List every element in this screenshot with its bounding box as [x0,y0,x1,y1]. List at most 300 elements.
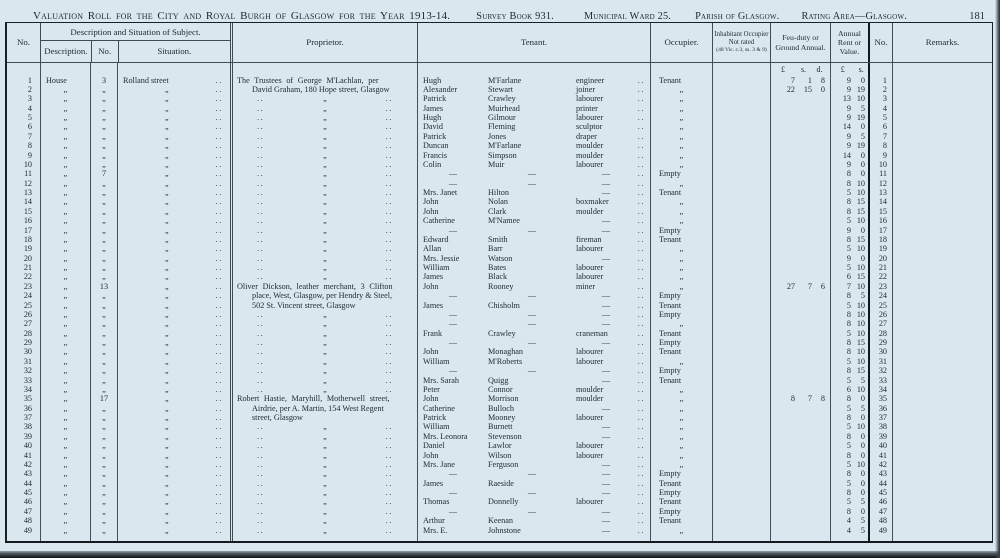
cell-feu-duty [770,376,830,385]
cell-feu-duty [770,217,830,226]
tenant-occupation: — [601,422,611,432]
cell-row-number-right: 22 [868,273,892,282]
cell-remarks [892,301,992,310]
cell-row-number: 10 [23,159,32,169]
cell-remarks [892,404,992,413]
tenant-surname: Bates [488,263,507,273]
cell-occupier: Tenant [650,329,712,338]
cell-row-number-right: 47 [868,507,892,516]
cell-annual-rent: 8 0 [830,395,868,404]
cell-row-number-right: 16 [868,217,892,226]
cell-row-number: 35 [23,394,32,404]
cell-proprietor: David Graham, 180 Hope street, Glasgow [230,85,417,94]
tenant-occupation: moulder [576,150,604,160]
tenant-occupation: engineer [576,75,605,85]
cell-remarks [892,423,992,432]
cell-description: „ [40,404,90,413]
tenant-surname: — [527,291,537,301]
cell-proprietor: The Trustees of George M'Lachlan, per [230,76,417,85]
inhabitant-header-line2: Not rated [728,39,755,47]
cell-remarks [892,320,992,329]
cell-tenant: Arthur Keenan — .. [417,517,650,526]
col-header-remarks: Remarks. [892,23,992,62]
cell-tenant: James Raeside — .. [417,479,650,488]
tenant-occupation: moulder [576,394,604,404]
cell-situation: „ .. [117,451,230,460]
cell-feu-duty [770,151,830,160]
cell-inhabitant-occupier [712,414,770,423]
tenant-surname: — [527,366,537,376]
tenant-forename: Frank [423,328,443,338]
cell-row-number-right: 24 [868,292,892,301]
tenant-surname: — [527,338,537,348]
cell-annual-rent: 14 0 [830,123,868,132]
cell-annual-rent: 5 10 [830,301,868,310]
cell-situation: „ .. [117,151,230,160]
cell-row-number-right: 31 [868,357,892,366]
tenant-surname: M'Namee [488,216,520,226]
cell-street-number: „ [90,226,117,235]
cell-row-number: 9 [27,150,32,160]
cell-remarks [892,198,992,207]
cell-proprietor: .. „ .. [230,498,417,507]
tenant-occupation: — [601,516,611,526]
cell-occupier: „ [650,132,712,141]
cell-remarks [892,470,992,479]
cell-annual-rent: 9 19 [830,142,868,151]
cell-inhabitant-occupier [712,470,770,479]
cell-street-number: „ [90,498,117,507]
cell-occupier: „ [650,104,712,113]
cell-inhabitant-occupier [712,217,770,226]
cell-description: „ [40,217,90,226]
cell-inhabitant-occupier [712,142,770,151]
cell-remarks [892,348,992,357]
cell-proprietor: .. „ .. [230,348,417,357]
cell-remarks [892,160,992,169]
cell-inhabitant-occupier [712,235,770,244]
tenant-forename: — [448,488,458,498]
col-header-proprietor: Proprietor. [230,23,417,62]
cell-remarks [892,132,992,141]
cell-tenant: Hugh Gilmour labourer .. [417,114,650,123]
cell-tenant: Peter Connor moulder .. [417,385,650,394]
cell-inhabitant-occupier [712,160,770,169]
cell-inhabitant-occupier [712,385,770,394]
cell-proprietor: .. „ .. [230,104,417,113]
table-row [7,95,992,104]
cell-row-number-right: 10 [868,160,892,169]
tenant-surname: Monaghan [488,347,524,357]
tenant-surname: Stevenson [488,431,522,441]
cell-inhabitant-occupier [712,273,770,282]
cell-inhabitant-occupier [712,95,770,104]
cell-annual-rent: 4 5 [830,517,868,526]
cell-remarks [892,460,992,469]
cell-annual-rent: 7 10 [830,282,868,291]
cell-street-number: „ [90,479,117,488]
tenant-occupation: — [601,178,611,188]
table-row [7,479,992,488]
col-header-tenant: Tenant. [417,23,650,62]
cell-inhabitant-occupier [712,498,770,507]
cell-street-number: „ [90,348,117,357]
tenant-forename: Hugh [423,113,442,123]
cell-row-number-right: 39 [868,432,892,441]
cell-row-number-right: 43 [868,470,892,479]
tenant-occupation: sculptor [576,122,603,132]
cell-row-number-right: 40 [868,442,892,451]
masthead [0,0,993,22]
cell-occupier: Empty [650,489,712,498]
tenant-forename: William [423,356,450,366]
cell-description: „ [40,114,90,123]
cell-proprietor: .. „ .. [230,160,417,169]
cell-row-number: 1 [27,75,32,85]
cell-street-number: „ [90,235,117,244]
tenant-forename: John [423,197,439,207]
table-row [7,198,992,207]
cell-proprietor: .. „ .. [230,432,417,441]
cell-situation: „ .. [117,104,230,113]
cell-annual-rent: 8 15 [830,367,868,376]
cell-row-number: 3 [27,94,32,104]
cell-remarks [892,123,992,132]
cell-feu-duty [770,123,830,132]
cell-inhabitant-occupier [712,76,770,85]
cell-tenant: Colin Muir labourer .. [417,160,650,169]
cell-row-number-right: 38 [868,423,892,432]
tenant-forename: — [448,338,458,348]
cell-situation: „ .. [117,367,230,376]
cell-tenant: Alexander Stewart joiner .. [417,85,650,94]
cell-situation: „ .. [117,339,230,348]
cell-row-number-right: 13 [868,189,892,198]
cell-inhabitant-occupier [712,104,770,113]
cell-situation: „ .. [117,282,230,291]
cell-proprietor: .. „ .. [230,217,417,226]
tenant-surname: M'Farlane [488,75,522,85]
tenant-occupation: — [601,300,611,310]
cell-proprietor: .. „ .. [230,207,417,216]
table-row [7,273,992,282]
table-row [7,526,992,535]
cell-proprietor: .. „ .. [230,526,417,535]
cell-row-number-right: 19 [868,245,892,254]
tenant-occupation: labourer [576,413,604,423]
cell-description: „ [40,301,90,310]
cell-proprietor: .. „ .. [230,489,417,498]
cell-occupier: „ [650,273,712,282]
cell-annual-rent: 8 15 [830,198,868,207]
cell-situation: „ .. [117,217,230,226]
tenant-surname: Chisholm [488,300,520,310]
cell-row-number: 33 [23,375,32,385]
cell-annual-rent: 5 10 [830,460,868,469]
cell-situation: „ .. [117,189,230,198]
cell-description: „ [40,395,90,404]
tenant-surname: Simpson [488,150,517,160]
cell-street-number: „ [90,85,117,94]
tenant-surname: Muirhead [488,103,520,113]
tenant-forename: Mrs. Leonora [423,431,468,441]
cell-description: „ [40,376,90,385]
cell-feu-duty [770,367,830,376]
tenant-surname: Nolan [488,197,509,207]
cell-street-number: „ [90,273,117,282]
cell-tenant: — — — .. [417,170,650,179]
cell-row-number-right: 36 [868,404,892,413]
cell-remarks [892,498,992,507]
cell-annual-rent: 9 0 [830,226,868,235]
cell-occupier: Empty [650,226,712,235]
cell-tenant: — — — .. [417,310,650,319]
tenant-surname: Barr [488,244,503,254]
cell-annual-rent: 9 5 [830,104,868,113]
cell-street-number: „ [90,132,117,141]
cell-tenant: Patrick Crawley labourer .. [417,95,650,104]
cell-proprietor: .. „ .. [230,470,417,479]
tenant-surname: — [527,506,537,516]
cell-row-number: 24 [23,291,32,301]
cell-row-number: 34 [23,384,32,394]
cell-feu-duty [770,292,830,301]
cell-tenant: James Black labourer .. [417,273,650,282]
cell-row-number-right: 37 [868,414,892,423]
table-row [7,301,992,310]
cell-remarks [892,479,992,488]
cell-inhabitant-occupier [712,282,770,291]
cell-proprietor: Robert Hastie, Maryhill, Motherwell street, [230,395,417,404]
cell-inhabitant-occupier [712,451,770,460]
inhabitant-header-line1: Inhabitant Occupier [714,31,769,39]
cell-row-number: 30 [23,347,32,357]
cell-inhabitant-occupier [712,329,770,338]
cell-description: „ [40,198,90,207]
tenant-occupation: — [601,488,611,498]
cell-occupier: „ [650,160,712,169]
cell-proprietor: .. „ .. [230,254,417,263]
table-row [7,320,992,329]
tenant-occupation: fireman [576,234,602,244]
cell-row-number-right: 20 [868,254,892,263]
tenant-occupation: labourer [576,94,604,104]
table-header [7,23,992,63]
tenant-forename: Patrick [423,413,447,423]
cell-annual-rent: 8 15 [830,339,868,348]
cell-row-number-right: 4 [868,104,892,113]
cell-feu-duty [770,301,830,310]
cell-feu-duty [770,507,830,516]
tenant-occupation: — [601,253,611,263]
tenant-forename: Mrs. Janet [423,188,458,198]
cell-feu-duty: 7 1 8 [770,76,830,85]
tenant-forename: Arthur [423,516,445,526]
cell-feu-duty [770,348,830,357]
cell-tenant: John Monaghan labourer .. [417,348,650,357]
tenant-forename: Edward [423,234,449,244]
cell-remarks [892,329,992,338]
cell-street-number: „ [90,320,117,329]
cell-inhabitant-occupier [712,245,770,254]
table-row [7,517,992,526]
cell-proprietor: Oliver Dickson, leather merchant, 3 Clifton [230,282,417,291]
tenant-forename: John [423,394,439,404]
tenant-forename: William [423,263,450,273]
cell-feu-duty [770,320,830,329]
cell-inhabitant-occupier [712,179,770,188]
tenant-forename: Patrick [423,131,447,141]
cell-feu-duty [770,526,830,535]
cell-proprietor: .. „ .. [230,245,417,254]
cell-tenant: James Chisholm — .. [417,301,650,310]
cell-row-number: 31 [23,356,32,366]
tenant-forename: Francis [423,150,448,160]
cell-inhabitant-occupier [712,357,770,366]
tenant-occupation: labourer [576,263,604,273]
cell-row-number-right: 5 [868,114,892,123]
cell-inhabitant-occupier [712,432,770,441]
cell-occupier: „ [650,395,712,404]
cell-feu-duty [770,423,830,432]
cell-feu-duty [770,160,830,169]
cell-row-number: 38 [23,422,32,432]
cell-tenant: David Fleming sculptor .. [417,123,650,132]
cell-remarks [892,273,992,282]
cell-description: „ [40,104,90,113]
cell-tenant: John Clark moulder .. [417,207,650,216]
tenant-forename: Colin [423,159,442,169]
cell-street-number: „ [90,367,117,376]
cell-proprietor: street, Glasgow [230,414,417,423]
tenant-surname: — [527,178,537,188]
cell-remarks [892,414,992,423]
cell-street-number: „ [90,142,117,151]
col-header-feu-duty: Feu-duty or Ground Annual. [770,23,830,62]
tenant-occupation: draper [576,131,597,141]
cell-feu-duty [770,235,830,244]
cell-row-number-right: 9 [868,151,892,160]
col-header-no-right: No. [868,23,892,62]
cell-annual-rent: 5 10 [830,189,868,198]
tenant-forename: William [423,422,450,432]
col-header-situation: Situation. [118,41,230,62]
cell-annual-rent: 4 5 [830,526,868,535]
cell-street-number: „ [90,432,117,441]
cell-annual-rent: 8 10 [830,179,868,188]
tenant-surname: Raeside [488,478,514,488]
cell-annual-rent: 8 0 [830,414,868,423]
cell-occupier: „ [650,385,712,394]
cell-occupier: Tenant [650,479,712,488]
cell-tenant: William Bates labourer .. [417,264,650,273]
cell-annual-rent: 8 0 [830,507,868,516]
cell-situation: „ .. [117,376,230,385]
cell-annual-rent: 13 10 [830,95,868,104]
rating-area-label: Rating Area—Glasgow. [801,11,908,22]
cell-description: „ [40,264,90,273]
cell-feu-duty [770,460,830,469]
cell-proprietor: .. „ .. [230,423,417,432]
tenant-forename: James [423,103,444,113]
valuation-roll-table [5,22,993,543]
tenant-surname: Black [488,272,508,282]
cell-row-number-right: 23 [868,282,892,291]
cell-situation: „ .. [117,442,230,451]
cell-description: „ [40,151,90,160]
table-row [7,76,992,85]
tenant-surname: Johnstone [488,525,521,535]
cell-annual-rent: 5 5 [830,498,868,507]
cell-tenant: Hugh M'Farlane engineer .. [417,76,650,85]
cell-annual-rent: 6 15 [830,273,868,282]
cell-feu-duty [770,339,830,348]
tenant-forename: Thomas [423,497,450,507]
tenant-occupation: boxmaker [576,197,609,207]
cell-feu-duty [770,114,830,123]
cell-annual-rent: 5 0 [830,442,868,451]
tenant-forename: Catherine [423,403,455,413]
table-row [7,245,992,254]
table-row [7,142,992,151]
parish-label: Parish of Glasgow. [695,11,780,22]
cell-description: „ [40,273,90,282]
cell-street-number: 13 [90,282,117,291]
cell-annual-rent: 5 10 [830,329,868,338]
tenant-forename: Catherine [423,216,455,226]
cell-inhabitant-occupier [712,320,770,329]
cell-occupier: Tenant [650,517,712,526]
cell-proprietor: .. „ .. [230,170,417,179]
tenant-forename: James [423,478,444,488]
cell-row-number-right: 7 [868,132,892,141]
cell-occupier: „ [650,254,712,263]
tenant-occupation: labourer [576,450,604,460]
cell-feu-duty [770,442,830,451]
tenant-forename: James [423,272,444,282]
tenant-occupation: — [601,309,611,319]
cell-situation: „ .. [117,301,230,310]
cell-inhabitant-occupier [712,489,770,498]
cell-occupier: „ [650,85,712,94]
cell-occupier: Tenant [650,348,712,357]
cell-description: „ [40,348,90,357]
table-body [7,76,992,535]
table-footer-filler [7,535,992,541]
tenant-surname: Wilson [488,450,512,460]
cell-annual-rent: 8 0 [830,432,868,441]
cell-inhabitant-occupier [712,367,770,376]
tenant-occupation: — [601,506,611,516]
cell-description: „ [40,207,90,216]
cell-row-number-right: 34 [868,385,892,394]
table-row [7,460,992,469]
cell-inhabitant-occupier [712,310,770,319]
cell-annual-rent: 8 0 [830,170,868,179]
cell-occupier: „ [650,404,712,413]
cell-feu-duty [770,517,830,526]
cell-tenant: Allan Barr labourer .. [417,245,650,254]
tenant-occupation: labourer [576,497,604,507]
cell-row-number: 26 [23,309,32,319]
cell-occupier: „ [650,264,712,273]
cell-row-number: 6 [27,122,32,132]
cell-occupier: Empty [650,339,712,348]
tenant-surname: Stewart [488,84,514,94]
cell-street-number: „ [90,414,117,423]
tenant-occupation: labourer [576,356,604,366]
cell-tenant: Daniel Lawlor labourer .. [417,442,650,451]
